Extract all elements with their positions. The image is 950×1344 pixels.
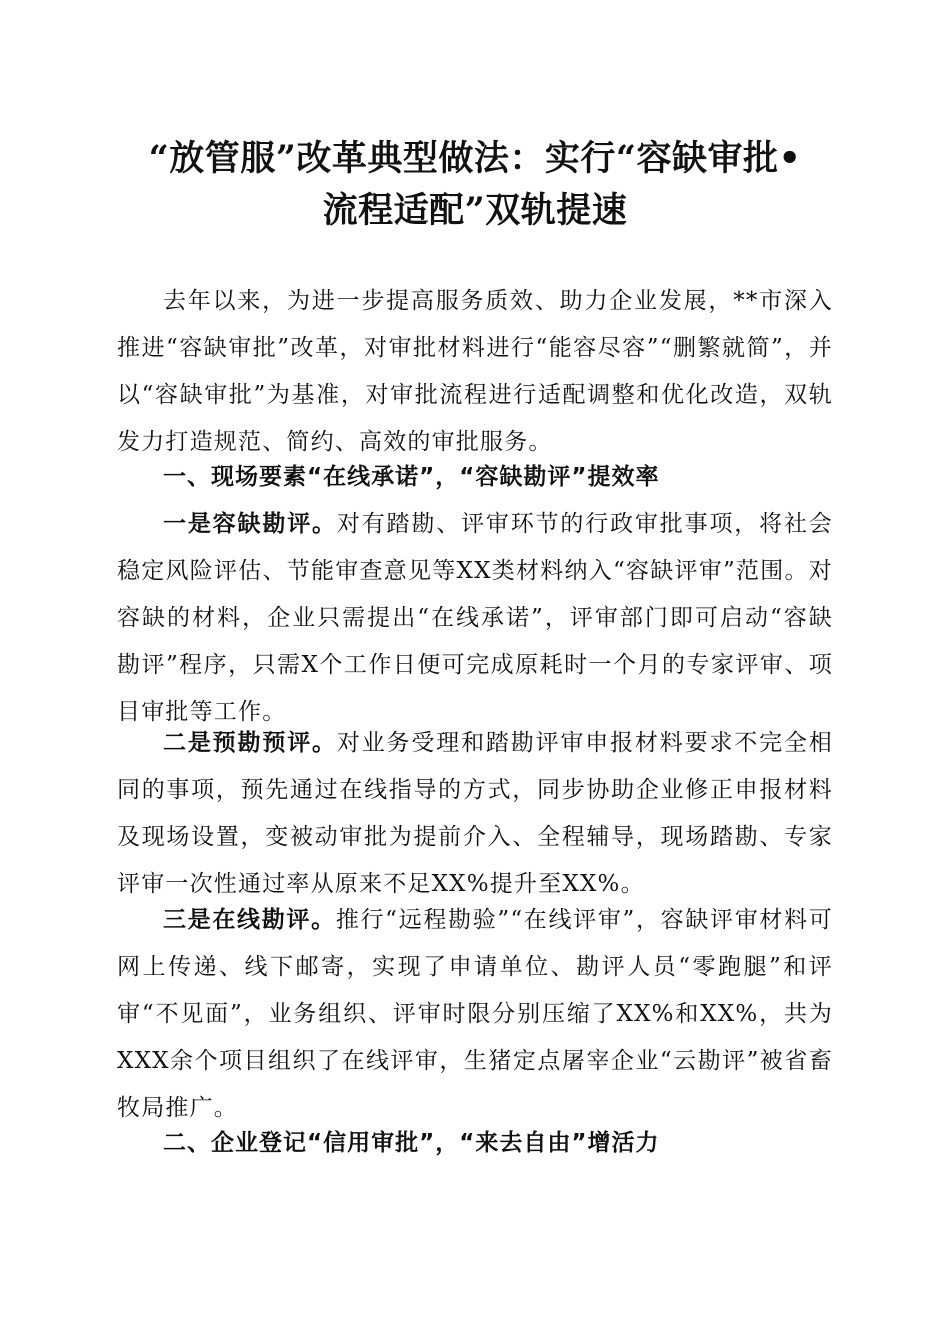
- section-1-heading: 一、现场要素“在线承诺”，“容缺勘评”提效率: [163, 464, 660, 490]
- paragraph-lead: 一是容缺勘评。: [163, 510, 337, 537]
- paragraph-item-2: [117, 719, 833, 908]
- paragraph-text: 对有踏勘、评审环节的行政审批事项，将社会稳定风险评估、节能审查意见等XX类材料纳入“容缺评审”范围。对容缺的材料，企业只需提出“在线承诺”，评审部门即可启动“容缺勘评”程序，只需X个工作日便可完成原耗时一个月的专家评审、项目审批等工作。: [117, 511, 834, 725]
- document-title: [110, 133, 840, 237]
- paragraph-lead: 二是预勘预评。: [163, 729, 337, 756]
- intro-paragraph: 去年以来，为进一步提高服务质效、助力企业发展，**市深入推进“容缺审批”改革，对审批材料进行“能容尽容”“删繁就简”，并以“容缺审批”为基准，对审批流程进行适配调整和优化改造，双轨发力打造规范、简约、高效的审批服务。: [117, 288, 833, 455]
- paragraph-item-1: [117, 500, 833, 736]
- section-2-heading: 二、企业登记“信用审批”，“来去自由”增活力: [163, 1130, 660, 1156]
- paragraph-lead: 三是在线勘评。: [163, 906, 336, 933]
- paragraph-text: 对业务受理和踏勘评审申报材料要求不完全相同的事项，预先通过在线指导的方式，同步协助企业修正申报材料及现场设置，变被动审批为提前介入、全程辅导，现场踏勘、专家评审一次性通过率从原来不足XX%提升至XX%。: [117, 730, 834, 897]
- title-line-2: 流程适配”双轨提速: [322, 190, 628, 231]
- paragraph-text: 推行“远程勘验”“在线评审”，容缺评审材料可网上传递、线下邮寄，实现了申请单位、勘评人员“零跑腿”和评审“不见面”，业务组织、评审时限分别压缩了XX%和XX%，共为XXX余个项目组织了在线评审，生猪定点屠宰企业“云勘评”被省畜牧局推广。: [117, 907, 833, 1121]
- paragraph-item-3: [117, 896, 833, 1132]
- title-line-1: “放管服”改革典型做法：实行“容缺审批•: [148, 138, 802, 179]
